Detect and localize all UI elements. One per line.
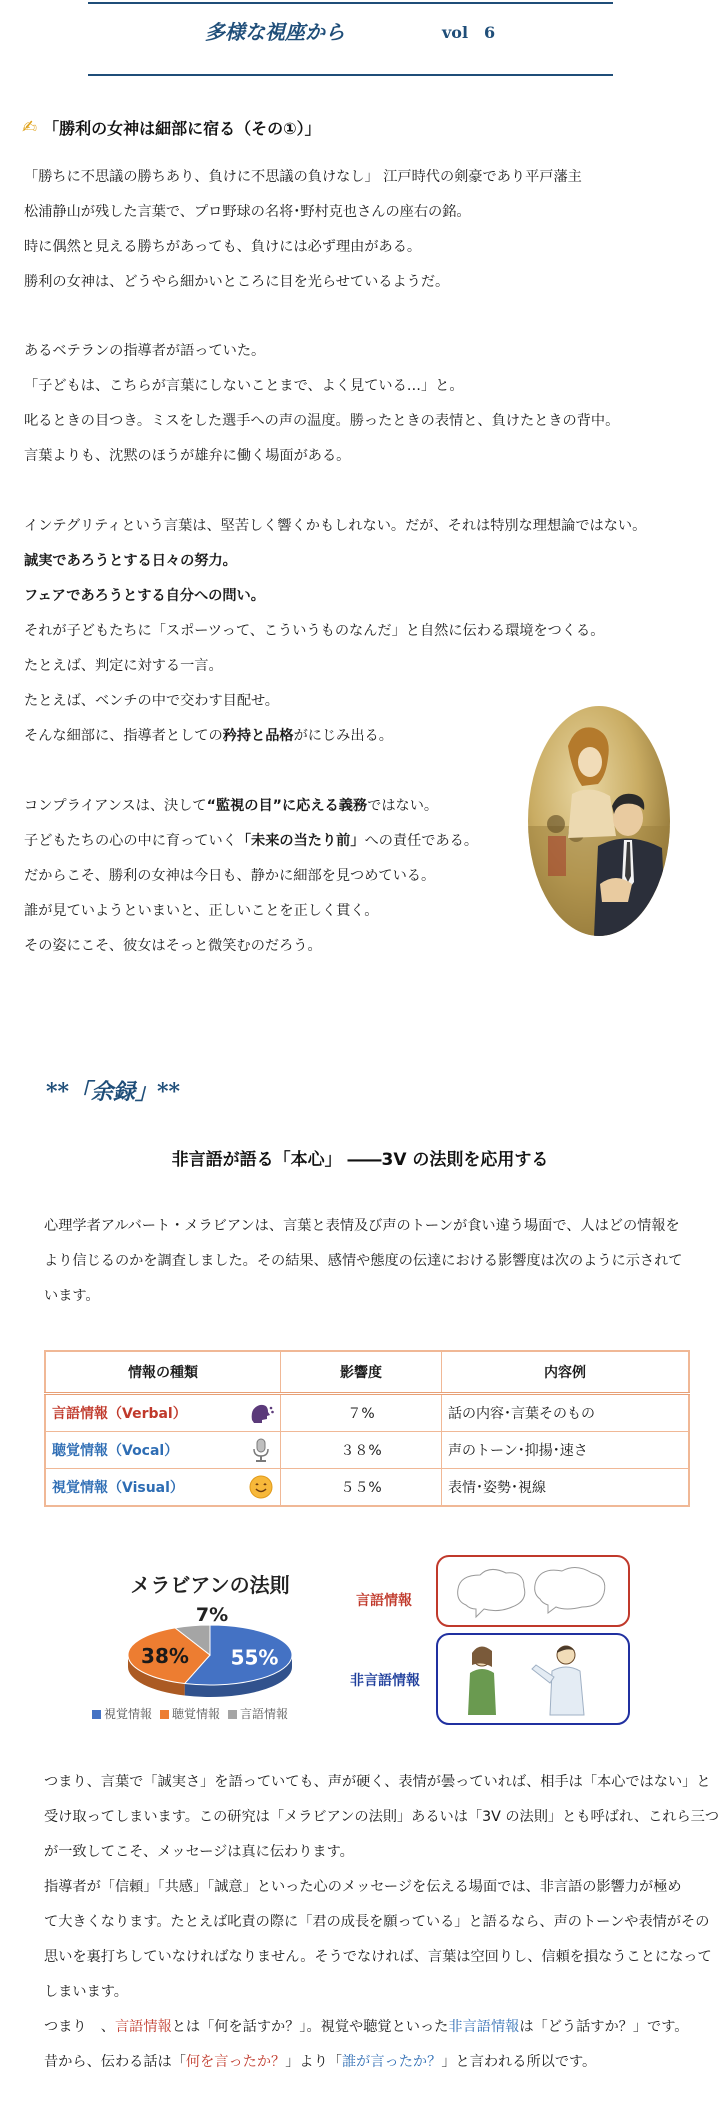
article-line: 「子どもは、こちらが言葉にしないことまで、よく見ている…」と。 <box>24 378 464 394</box>
legend-label: 言語情報 <box>240 1707 289 1721</box>
article-line <box>24 726 393 746</box>
article-text: がにじみ出る。 <box>293 728 393 744</box>
para-line: が一致してこそ、メッセージは真に伝わります。 <box>44 1844 354 1860</box>
article-line: あるベテランの指導者が語っていた。 <box>24 343 266 359</box>
writing-hand-icon: ✍ <box>22 117 38 138</box>
article-line: それが子どもたちに「スポーツって、こういうものなんだ」と自然に伝わる環境をつくる。 <box>24 623 605 639</box>
legend-item <box>228 1705 288 1722</box>
table-cell-example: 話の内容･言葉そのもの <box>442 1394 690 1432</box>
pie-slice-label: 55% <box>230 1645 279 1670</box>
table-cell-type <box>45 1432 281 1469</box>
who-said-highlight: 誰が言ったか？ <box>341 2054 442 2070</box>
article-line: 松浦静山が残した言葉で、プロ野球の名将･野村克也さんの座右の銘。 <box>24 204 471 220</box>
chart-legend <box>92 1705 288 1722</box>
article-line: だからこそ、勝利の女神は今日も、静かに細部を見つめている。 <box>24 868 436 884</box>
summary-text: とは「何を話すか？」。視覚や聴覚といった <box>171 2019 449 2035</box>
info-type-label: 視覚情報（Visual） <box>52 1480 184 1496</box>
para-line: しまいます。 <box>44 1984 128 2000</box>
verbal-info-label: 言語情報 <box>356 1593 412 1609</box>
article-text: 子どもたちの心の中に育っていく <box>24 833 237 849</box>
article-heading <box>22 116 321 139</box>
article-text-bold: 「未来の当たり前」 <box>236 833 365 849</box>
table-header: 内容例 <box>442 1351 690 1394</box>
table-row <box>45 1469 689 1507</box>
chart-title: メラビアンの法則 <box>130 1573 290 1597</box>
proverb-text: 」と言われる所以です。 <box>441 2054 597 2070</box>
intro-line: います。 <box>44 1288 100 1304</box>
coach-illustration <box>528 706 670 936</box>
speaking-head-icon <box>248 1400 274 1426</box>
yoroku-subtitle: 非言語が語る「本心」 ――3V の法則を応用する <box>171 1150 549 1170</box>
legend-label: 聴覚情報 <box>172 1707 221 1721</box>
microphone-icon <box>248 1437 274 1463</box>
summary-text: つまり 、 <box>44 2019 115 2035</box>
pie-slice-label: 7% <box>195 1604 229 1626</box>
table-cell-value: ５５% <box>281 1469 442 1507</box>
article-text: ではない。 <box>367 798 439 814</box>
mehrabian-pie-chart <box>90 1570 340 1705</box>
article-line: 誰が見ていようといまいと、正しいことを正しく貫く。 <box>24 903 379 919</box>
article-line: 勝利の女神は、どうやら細かいところに目を光らせているようだ。 <box>24 274 450 290</box>
para-line: つまり、言葉で「誠実さ」を語っていても、声が硬く、表情が曇っていれば、相手は「本心ではない」と <box>44 1774 711 1790</box>
article-line: 時に偶然と見える勝ちがあっても、負けには必ず理由がある。 <box>24 239 422 255</box>
table-row <box>45 1432 689 1469</box>
para-line: 受け取ってしまいます。この研究は「メラビアンの法則」あるいは「3V の法則」とも呼ばれ、これら三つ <box>44 1809 720 1825</box>
header-top-rule <box>88 2 613 4</box>
communication-diagram <box>436 1555 632 1727</box>
table-cell-type <box>45 1469 281 1507</box>
intro-line: より信じるのかを調査しました。その結果、感情や態度の伝達における影響度は次のように示されて <box>44 1253 683 1269</box>
header-volume: vol 6 <box>442 23 496 42</box>
para-line-summary <box>44 2017 688 2037</box>
article-text-bold: “監視の目”に応える義務 <box>206 798 368 814</box>
verbal-highlight: 言語情報 <box>114 2019 172 2035</box>
article-line: 叱るときの目つき。ミスをした選手への声の温度。勝ったときの表情と、負けたときの背中。 <box>24 413 620 429</box>
article-line: 「勝ちに不思議の勝ちあり、負けに不思議の負けなし」 江戸時代の剣豪であり平戸藩主 <box>24 169 582 185</box>
nonverbal-info-label: 非言語情報 <box>350 1673 420 1689</box>
table-cell-type <box>45 1394 281 1432</box>
table-cell-example: 表情･姿勢･視線 <box>442 1469 690 1507</box>
proverb-text: 昔から、伝わる話は「 <box>44 2054 186 2070</box>
mehrabian-table <box>44 1350 690 1507</box>
legend-swatch <box>160 1710 169 1719</box>
table-header-row <box>45 1351 689 1394</box>
article-line-bold: フェアであろうとする自分への問い。 <box>24 588 265 604</box>
coach-illustration-svg <box>528 706 670 936</box>
legend-item <box>160 1705 220 1722</box>
article-text: コンプライアンスは、決して <box>24 798 207 814</box>
legend-label: 視覚情報 <box>104 1707 153 1721</box>
legend-swatch <box>228 1710 237 1719</box>
legend-swatch <box>92 1710 101 1719</box>
smiling-face-icon <box>248 1474 274 1500</box>
article-line: その姿にこそ、彼女はそっと微笑むのだろう。 <box>24 938 322 954</box>
table-cell-value: ３８% <box>281 1432 442 1469</box>
nonverbal-highlight: 非言語情報 <box>448 2019 520 2035</box>
table-header: 影響度 <box>281 1351 442 1394</box>
article-text: そんな細部に、指導者としての <box>24 728 223 744</box>
intro-line: 心理学者アルバート・メラビアンは、言葉と表情及び声のトーンが食い違う場面で、人はどの情報を <box>44 1218 680 1234</box>
nonverbal-box <box>437 1634 629 1724</box>
para-line: 思いを裏打ちしていなければなりません。そうでなければ、言葉は空回りし、信頼を損なうことになって <box>44 1949 712 1965</box>
pie-slice-label: 38% <box>141 1644 189 1669</box>
article-text-bold: 矜持と品格 <box>222 728 294 744</box>
article-line: 言葉よりも、沈黙のほうが雄弁に働く場面がある。 <box>24 448 351 464</box>
article-line: インテグリティという言葉は、堅苦しく響くかもしれない。だが、それは特別な理想論ではない。 <box>24 518 647 534</box>
para-line-proverb <box>44 2052 596 2072</box>
legend-item <box>92 1705 152 1722</box>
article-line <box>24 831 478 851</box>
what-said-highlight: 何を言ったか？ <box>185 2054 286 2070</box>
header-bottom-rule <box>88 74 613 76</box>
para-line: 指導者が「信頼」「共感」「誠意」といった心のメッセージを伝える場面では、非言語の影響力が極め <box>44 1879 682 1895</box>
table-cell-value: ７% <box>281 1394 442 1432</box>
header-title: 多様な視座から <box>205 20 345 44</box>
proverb-text: 」より「 <box>285 2054 342 2070</box>
summary-text: は「どう話すか？」です。 <box>519 2019 689 2035</box>
article-line <box>24 796 438 816</box>
article-line-bold: 誠実であろうとする日々の努力。 <box>24 553 237 569</box>
table-row <box>45 1394 689 1432</box>
yoroku-title: **「余録」** <box>46 1079 181 1105</box>
table-cell-example: 声のトーン･抑揚･速さ <box>442 1432 690 1469</box>
table-header: 情報の種類 <box>45 1351 281 1394</box>
article-line: たとえば、判定に対する一言。 <box>24 658 223 674</box>
article-text: への責任である。 <box>364 833 479 849</box>
para-line: て大きくなります。たとえば叱責の際に「君の成長を願っている」と語るなら、声のトーンや表情がその <box>44 1914 710 1930</box>
article-line: たとえば、ベンチの中で交わす目配せ。 <box>24 693 279 709</box>
article-heading-text: 「勝利の女神は細部に宿る（その①）」 <box>43 119 321 138</box>
info-type-label: 言語情報（Verbal） <box>52 1406 187 1422</box>
info-type-label: 聴覚情報（Vocal） <box>52 1443 179 1459</box>
